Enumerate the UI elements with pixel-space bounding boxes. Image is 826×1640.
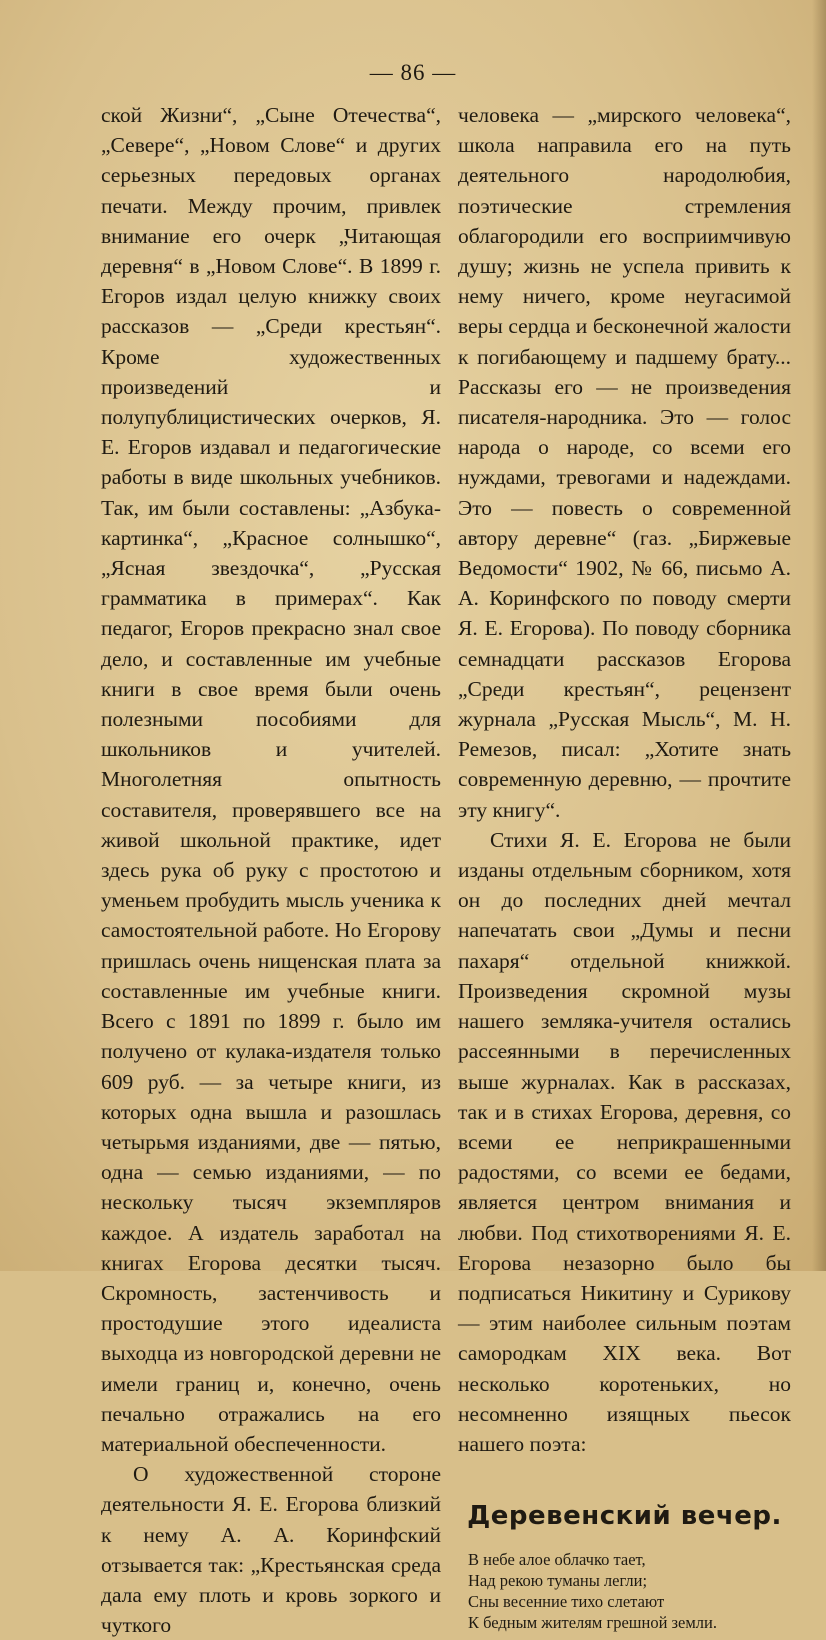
- poem-line: В небе алое облачко тает,: [468, 1550, 646, 1570]
- right-paragraph-2: Стихи Я. Е. Егорова не были изданы отдельным сборником, хотя он до последних дней мечтал напечатать свои „Думы и песни пахаря“ отдельной книжкой. Произведения скромной музы нашего земляка-учителя остались рассеянными в перечисленных выше журналах. Как в рассказах, так и в стихах Егорова, деревня, со всеми ее неприкрашенными радостями, со всеми ее бедами, является центром внимания и любви. Под стихотворениями Я. Е. Егорова незазорно было бы подписаться Никитину и Сурикову — этим наиболее сильным поэтам самородкам XIX века. Вот несколько коротеньких, но несомненно изящных пьесок нашего поэта:: [458, 827, 791, 1456]
- left-paragraph-1: ской Жизни“, „Сыне Отечества“, „Севере“, „Новом Слове“ и других серьезных передовых органах печати. Между прочим, привлек внимание его очерк „Читающая деревня“ в „Новом Слове“. В 1899 г. Егоров издал целую книжку своих рассказов — „Среди крестьян“. Кроме художественных произведений и полупублицистических очерков, Я. Е. Егоров издавал и педагогические работы в виде школьных учебников. Так, им были составлены: „Азбука-картинка“, „Красное солнышко“, „Ясная звездочка“, „Русская грамматика в примерах“. Как педагог, Егоров прекрасно знал свое дело, и составленные им учебные книги в свое время были очень полезными пособиями для школьников и учителей. Многолетняя опытность составителя, проверявшего все на живой школьной практике, идет здесь рука об руку с простотою и уменьем пробудить мысль ученика к самостоятельной работе. Но Егорову пришлась очень нищенская плата за составленные им учебные книги. Всего с 1891 по 1899 г. было им получено от кулака-издателя только 609 руб. — за четыре книги, из которых одна вышла и разошлась четырьмя изданиями, две — пятью, одна — семью изданиями, — по нескольку тысяч экземпляров каждое. А издатель заработал на книгах Егорова десятки тысяч. Скромность, застенчивость и простодушие этого идеалиста выходца из новгородской деревни не имели границ и, конечно, очень печально отражались на его материальной обеспеченности.: [101, 103, 441, 1456]
- poem-line: Сны весенние тихо слетают: [468, 1592, 665, 1612]
- page-edge-shadow: [812, 0, 826, 1271]
- poem-line: Над рекою туманы легли;: [468, 1571, 648, 1591]
- poem-body: [458, 1549, 791, 1633]
- poem-title: Деревенский вечер.: [467, 1501, 782, 1532]
- poem-line: К бедным жителям грешной земли.: [468, 1613, 717, 1633]
- left-column: [101, 100, 441, 1640]
- right-paragraph-1: человека — „мирского человека“, школа направила его на путь деятельного народолюбия, поэтические стремления облагородили его восприимчивую душу; жизнь не успела привить к нему ничего, кроме неугасимой веры сердца и бесконечной жалости к погибающему и падшему брату... Рассказы его — не произведения писателя-народника. Это — голос народа о народе, со всеми его нуждами, тревогами и надеждами. Это — повесть о современной автору деревне“ (газ. „Биржевые Ведомости“ 1902, № 66, письмо А. А. Коринфского по поводу смерти Я. Е. Егорова). По поводу сборника семнадцати рассказов Егорова „Среди крестьян“, рецензент журнала „Русская Мысль“, М. Н. Ремезов, писал: „Хотите знать современную деревню, — прочтите эту книгу“.: [458, 103, 791, 822]
- page-number: — 86 —: [369, 60, 457, 85]
- left-paragraph-2: О художественной стороне деятельности Я. Е. Егорова близкий к нему А. А. Коринфский отзывается так: „Крестьянская среда дала ему плоть и кровь зоркого и чуткого: [101, 1462, 441, 1638]
- right-column: [458, 100, 791, 1633]
